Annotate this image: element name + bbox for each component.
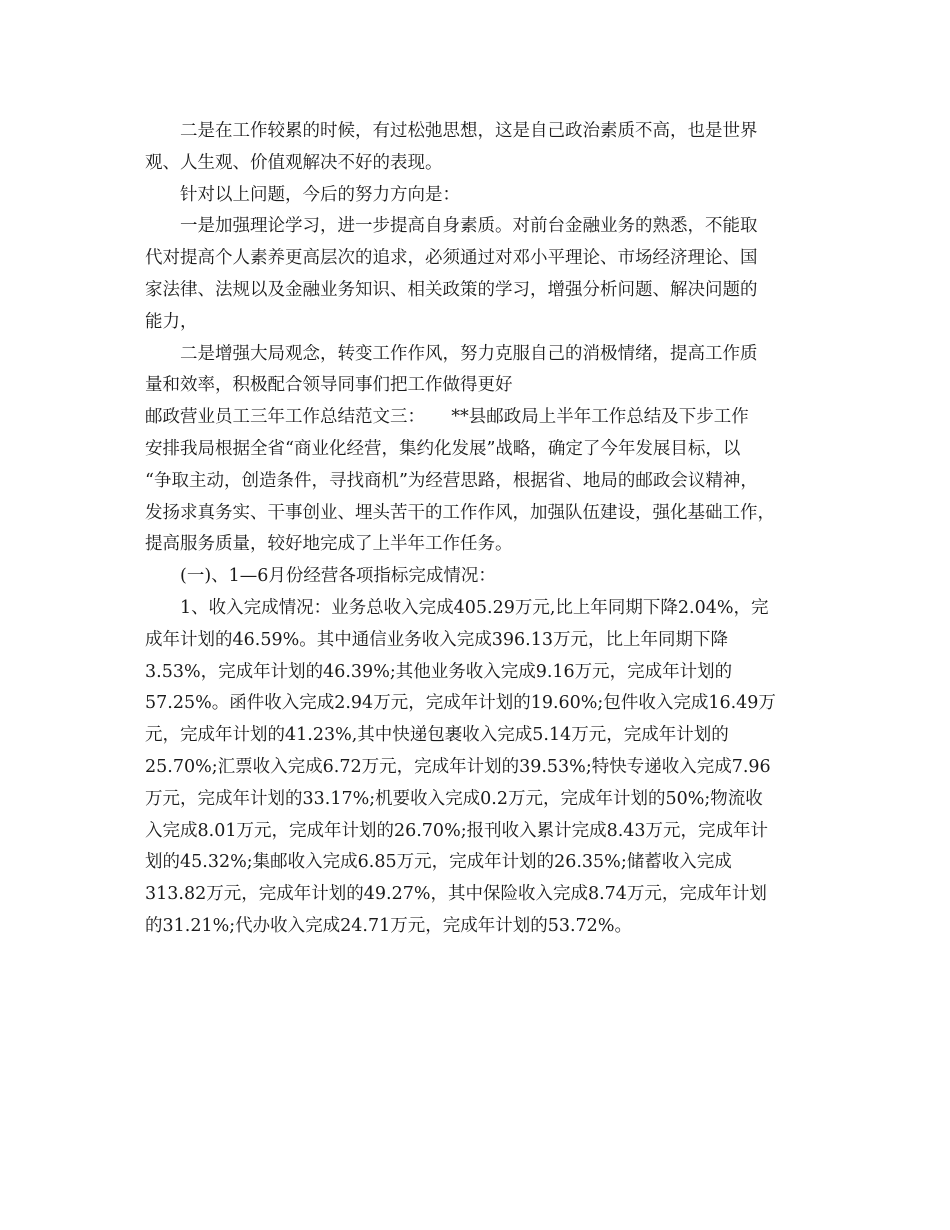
text-line: 安排我局根据全省“商业化经营，集约化发展”战略，确定了今年发展目标，以 <box>145 438 741 459</box>
text-line: 二是在工作较累的时候，有过松弛思想，这是自己政治素质不高，也是世界 <box>180 121 758 141</box>
text-line: 元，完成年计划的41.23%,其中快递包裹收入完成5.14万元，完成年计划的 <box>145 725 729 746</box>
text-line: 观、人生观、价值观解决不好的表现。 <box>145 152 443 173</box>
text-line: 代对提高个人素养更高层次的追求，必须通过对邓小平理论、市场经济理论、国 <box>145 248 758 269</box>
text-line: (一)、1—6月份经营各项指标完成情况： <box>180 566 496 587</box>
text-line: 邮政营业员工三年工作总结范文三： **县邮政局上半年工作总结及下步工作 <box>145 407 749 428</box>
text-line: 57.25%。函件收入完成2.94万元，完成年计划的19.60%;包件收入完成16.49万 <box>145 693 776 714</box>
text-line: 313.82万元，完成年计划的49.27%，其中保险收入完成8.74万元，完成年计划 <box>145 884 767 905</box>
text-line: 3.53%，完成年计划的46.39%;其他业务收入完成9.16万元，完成年计划的 <box>145 661 733 682</box>
text-line: 万元，完成年计划的33.17%;机要收入完成0.2万元，完成年计划的50%;物流收 <box>145 788 763 809</box>
document-body <box>145 116 805 943</box>
text-line: 量和效率，积极配合领导同事们把工作做得更好 <box>145 375 513 396</box>
text-line: 家法律、法规以及金融业务知识、相关政策的学习，增强分析问题、解决问题的 <box>145 279 758 300</box>
text-line: “争取主动，创造条件，寻找商机”为经营思路，根据省、地局的邮政会议精神， <box>145 470 758 491</box>
text-line: 1、收入完成情况：业务总收入完成405.29万元,比上年同期下降2.04%，完 <box>180 597 769 618</box>
text-line: 入完成8.01万元，完成年计划的26.70%;报刊收入累计完成8.43万元，完成年计 <box>145 820 769 841</box>
text-line: 划的45.32%;集邮收入完成6.85万元，完成年计划的26.35%;储蓄收入完成 <box>145 852 732 873</box>
text-line: 的31.21%;代办收入完成24.71万元，完成年计划的53.72%。 <box>145 915 632 936</box>
text-line: 25.70%;汇票收入完成6.72万元，完成年计划的39.53%;特快专递收入完成7.96 <box>145 756 771 777</box>
text-line: 提高服务质量，较好地完成了上半年工作任务。 <box>145 534 513 555</box>
text-line: 针对以上问题，今后的努力方向是： <box>180 184 460 205</box>
text-line: 发扬求真务实、干事创业、埋头苦干的工作作风，加强队伍建设，强化基础工作， <box>145 502 775 523</box>
text-line: 能力， <box>145 311 198 332</box>
text-line: 一是加强理论学习，进一步提高自身素质。对前台金融业务的熟悉，不能取 <box>180 216 758 237</box>
text-line: 成年计划的46.59%。其中通信业务收入完成396.13万元，比上年同期下降 <box>145 629 728 650</box>
text-line: 二是增强大局观念，转变工作作风，努力克服自己的消极情绪，提高工作质 <box>180 343 758 364</box>
